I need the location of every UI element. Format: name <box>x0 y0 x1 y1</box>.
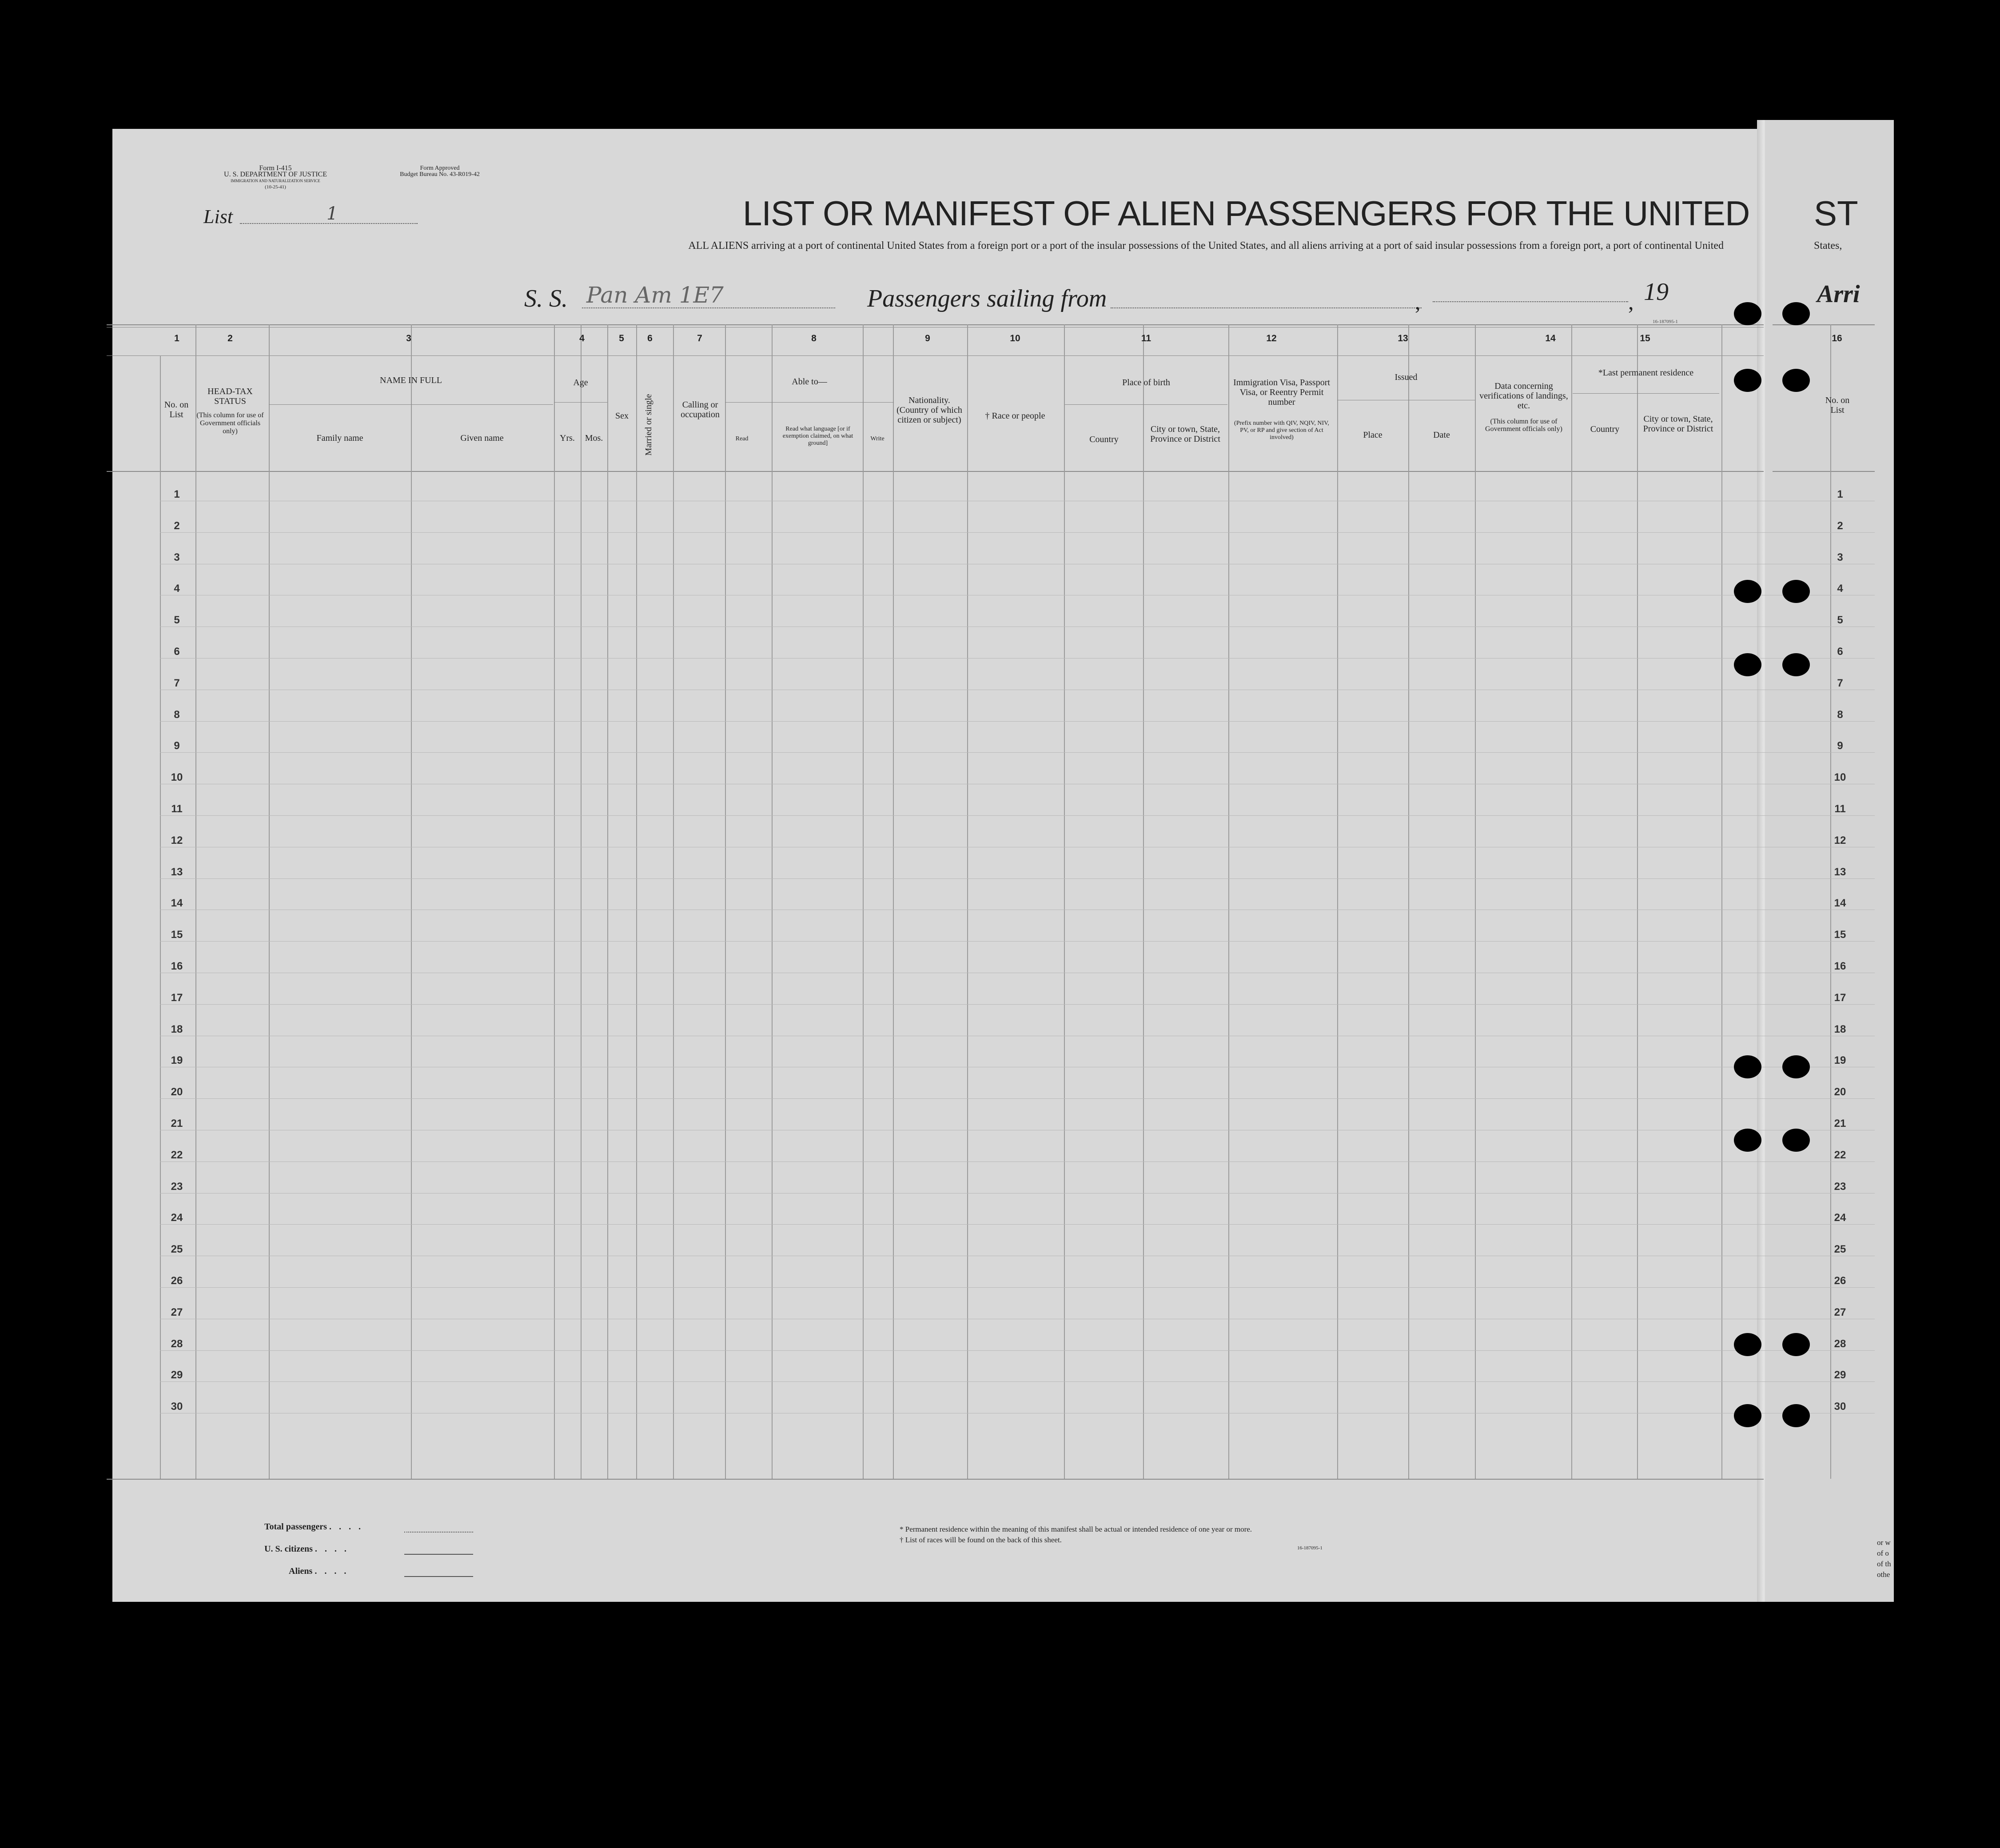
col3-given: Given name <box>460 433 504 443</box>
column-divider <box>967 324 968 1479</box>
row-number: 16 <box>171 960 183 972</box>
punch-hole <box>1734 1333 1761 1356</box>
colnum-15: 15 <box>1640 333 1650 343</box>
column-divider <box>863 324 864 1479</box>
col4-label: Age <box>573 378 588 387</box>
col15-city: City or town, State, Province or District <box>1643 414 1713 434</box>
footnote-races: † List of races will be found on the back of this sheet. <box>900 1536 1062 1544</box>
table-row <box>160 941 1875 942</box>
able-subline <box>725 402 894 403</box>
col13-place: Place <box>1363 430 1382 440</box>
col12-note: (Prefix number with QIV, NQIV, NIV, PV, or RP and give section of Act involved) <box>1234 420 1329 441</box>
table-row <box>160 1161 1875 1162</box>
punch-hole <box>1782 302 1810 325</box>
column-divider <box>893 324 894 1479</box>
col11-label: Place of birth <box>1122 378 1170 387</box>
ss-label: S. S. <box>524 285 568 312</box>
aliens-dots: . . . . <box>315 1566 349 1576</box>
punch-hole <box>1734 653 1761 676</box>
us-citizens-dots: . . . . <box>315 1544 349 1554</box>
colnum-14: 14 <box>1545 333 1556 343</box>
punch-hole <box>1782 580 1810 603</box>
row-number-right: 26 <box>1834 1275 1846 1287</box>
row-number-right: 24 <box>1834 1212 1846 1224</box>
column-divider <box>411 324 412 1479</box>
col8-language: Read what language [or if exemption claimed, on what ground] <box>782 426 853 447</box>
subtitle: ALL ALIENS arriving at a port of continental United States from a foreign port or a port of the insular possessions of the United States, and all aliens arriving at a port of said insular possessions from a foreign port, a port of continental United <box>688 240 1724 251</box>
col13-date: Date <box>1433 430 1450 440</box>
row-number-right: 11 <box>1834 803 1846 815</box>
list-value: 1 <box>327 204 338 224</box>
row-number: 17 <box>171 991 183 1004</box>
colnum-7: 7 <box>697 333 702 343</box>
row-number-right: 22 <box>1834 1149 1846 1161</box>
row-number-right: 16 <box>1834 960 1846 972</box>
punch-hole <box>1734 302 1761 325</box>
row-number: 28 <box>171 1337 183 1350</box>
col11-city: City or town, State, Province or District <box>1150 424 1220 444</box>
colnum-10: 10 <box>1010 333 1020 343</box>
column-divider <box>772 324 773 1479</box>
row-number: 12 <box>171 834 183 846</box>
us-citizens-label: U. S. citizens <box>264 1544 313 1554</box>
list-label: List <box>203 206 233 228</box>
col8-label: Able to— <box>792 377 827 387</box>
col14-label: Data concerning verifications of landings, etc. <box>1479 381 1568 411</box>
table-row <box>160 1004 1875 1005</box>
table-row <box>160 658 1875 659</box>
punch-hole <box>1782 1129 1810 1152</box>
colnum-6: 6 <box>647 333 653 343</box>
column-divider <box>269 324 270 1479</box>
table-bottom-line <box>107 1479 1764 1480</box>
sailing-label: Passengers sailing from <box>867 285 1107 312</box>
ss-field-line <box>582 307 835 308</box>
row-number: 24 <box>171 1212 183 1224</box>
table-top-line <box>107 324 1764 325</box>
col8-write: Write <box>870 435 884 442</box>
punch-hole <box>1782 1404 1810 1427</box>
aliens-label: Aliens <box>289 1566 313 1576</box>
row-number: 27 <box>171 1306 183 1318</box>
form-id-block <box>209 165 342 190</box>
column-divider <box>1337 324 1338 1479</box>
row-number: 8 <box>174 708 180 721</box>
column-divider <box>1064 324 1065 1479</box>
table-row <box>160 752 1875 753</box>
row-number-right: 1 <box>1837 488 1843 500</box>
subtitle-continued: States, <box>1814 240 1842 251</box>
col13-label: Issued <box>1394 372 1418 382</box>
row-number-right: 19 <box>1834 1054 1846 1067</box>
row-number-right: 6 <box>1837 646 1843 658</box>
col3-label: NAME IN FULL <box>380 375 442 385</box>
punch-hole <box>1782 1055 1810 1078</box>
row-number-right: 3 <box>1837 551 1843 563</box>
column-divider <box>195 324 196 1479</box>
col6-label: Married or single <box>644 394 653 456</box>
budget-block <box>364 165 515 178</box>
row-number-right: 30 <box>1834 1401 1846 1413</box>
form-date: (10-25-41) <box>265 184 286 190</box>
row-number: 21 <box>171 1118 183 1130</box>
punch-hole <box>1734 1404 1761 1427</box>
colnum-11: 11 <box>1141 333 1151 343</box>
year-prefix: 19 <box>1644 278 1669 306</box>
row-number: 1 <box>174 488 180 500</box>
residence-subline <box>1573 393 1719 394</box>
col16-label: No. on List <box>1825 395 1850 415</box>
row-number-right: 12 <box>1834 834 1846 846</box>
col4-yrs: Yrs. <box>560 433 575 443</box>
table-row <box>160 532 1875 533</box>
row-number-right: 7 <box>1837 677 1843 689</box>
row-number: 5 <box>174 614 180 627</box>
col12-label: Immigration Visa, Passport Visa, or Reentry Permit number <box>1233 378 1330 407</box>
punch-hole <box>1734 369 1761 392</box>
row-number: 23 <box>171 1180 183 1193</box>
service: IMMIGRATION AND NATURALIZATION SERVICE <box>231 179 320 183</box>
col5-label: Sex <box>615 411 629 421</box>
row-number: 2 <box>174 519 180 532</box>
header-bottom-line <box>107 471 1764 472</box>
row-number: 11 <box>171 803 183 815</box>
row-number: 9 <box>174 740 180 752</box>
aliens-line <box>404 1576 473 1577</box>
column-divider <box>636 324 637 1479</box>
col10-label: † Race or people <box>985 411 1045 421</box>
table-row <box>160 878 1875 879</box>
column-divider <box>673 324 674 1479</box>
row-number-right: 9 <box>1837 740 1843 752</box>
row-number: 22 <box>171 1149 183 1161</box>
table-top-line-right <box>1773 324 1875 325</box>
row-number-right: 8 <box>1837 708 1843 721</box>
punch-hole <box>1782 653 1810 676</box>
row-number: 14 <box>171 897 183 910</box>
row-number-right: 15 <box>1834 929 1846 941</box>
col2-label: HEAD-TAX STATUS <box>207 387 253 406</box>
row-number-right: 29 <box>1834 1369 1846 1381</box>
approval: Form Approved <box>420 165 460 172</box>
col7-label: Calling or occupation <box>681 400 720 419</box>
comma-1: , <box>1415 289 1421 314</box>
row-number: 25 <box>171 1243 183 1256</box>
row-number-right: 10 <box>1834 771 1846 784</box>
row-number: 15 <box>171 929 183 941</box>
colnum-2: 2 <box>227 333 233 343</box>
row-number: 20 <box>171 1086 183 1098</box>
table-row <box>160 1224 1875 1225</box>
col3-family: Family name <box>316 433 363 443</box>
row-number: 13 <box>171 866 183 878</box>
punch-hole <box>1734 580 1761 603</box>
form-number: Form I-415 <box>259 164 292 172</box>
row-number: 18 <box>171 1023 183 1035</box>
col4-mos: Mos. <box>585 433 603 443</box>
column-divider <box>554 324 555 1479</box>
colnum-3: 3 <box>406 333 411 343</box>
header-bottom-line-right <box>1773 471 1875 472</box>
row-number: 7 <box>174 677 180 689</box>
us-citizens-line <box>404 1554 473 1555</box>
row-number-right: 25 <box>1834 1243 1846 1256</box>
colnum-5: 5 <box>619 333 624 343</box>
page-title: LIST OR MANIFEST OF ALIEN PASSENGERS FOR THE UNITED <box>743 194 1750 233</box>
column-divider <box>1228 324 1229 1479</box>
total-passengers-dots: . . . . <box>329 1522 363 1532</box>
punch-hole <box>1782 1333 1810 1356</box>
colnum-8: 8 <box>811 333 817 343</box>
column-divider <box>581 324 582 1479</box>
colnum-9: 9 <box>925 333 930 343</box>
row-number: 4 <box>174 583 180 595</box>
col15-country: Country <box>1590 424 1620 434</box>
row-number-right: 21 <box>1834 1118 1846 1130</box>
colnum-1: 1 <box>174 333 179 343</box>
table-row <box>160 1098 1875 1099</box>
print-code-top: 16-187095-1 <box>1653 319 1678 324</box>
page-title-continued: ST <box>1814 194 1858 233</box>
row-number-right: 27 <box>1834 1306 1846 1318</box>
total-passengers-label: Total passengers <box>264 1522 327 1532</box>
column-divider <box>1637 324 1638 1479</box>
row-number-right: 2 <box>1837 519 1843 532</box>
column-divider <box>1571 324 1572 1479</box>
column-divider <box>725 324 726 1479</box>
table-row <box>160 1287 1875 1288</box>
right-page-fragment: or w of o of th othe <box>1877 1538 1891 1579</box>
print-code-bottom: 16-187095-1 <box>1297 1545 1323 1551</box>
row-number-right: 17 <box>1834 991 1846 1004</box>
sailing-port-line <box>1111 307 1422 308</box>
punch-hole <box>1734 1129 1761 1152</box>
col15-label: *Last permanent residence <box>1598 368 1694 378</box>
row-number: 19 <box>171 1054 183 1067</box>
table-row <box>160 815 1875 816</box>
row-number-right: 23 <box>1834 1180 1846 1193</box>
col9-label: Nationality. (Country of which citizen or subject) <box>896 395 962 425</box>
column-divider <box>1721 324 1722 1479</box>
colnum-4: 4 <box>579 333 585 343</box>
row-number: 10 <box>171 771 183 784</box>
col2-note: (This column for use of Government officials only) <box>196 411 264 435</box>
table-row <box>160 1350 1875 1351</box>
footer-total-passengers <box>264 1522 363 1532</box>
name-subline <box>269 404 553 405</box>
punch-hole <box>1782 369 1810 392</box>
col1-label: No. on List <box>164 400 189 419</box>
total-passengers-line <box>404 1532 473 1533</box>
footer-us-citizens <box>264 1544 349 1554</box>
row-number-right: 20 <box>1834 1086 1846 1098</box>
row-number-right: 5 <box>1837 614 1843 627</box>
col14-note: (This column for use of Government officials only) <box>1485 418 1562 433</box>
row-number-right: 18 <box>1834 1023 1846 1035</box>
table-row <box>160 721 1875 722</box>
birth-subline <box>1065 404 1227 405</box>
colnum-12: 12 <box>1266 333 1277 343</box>
colnum-16: 16 <box>1832 333 1842 343</box>
colnum-rule <box>107 355 1764 356</box>
row-number-right: 4 <box>1837 583 1843 595</box>
colnum-13: 13 <box>1398 333 1408 343</box>
comma-2: , <box>1628 289 1634 314</box>
row-number: 29 <box>171 1369 183 1381</box>
department: U. S. DEPARTMENT OF JUSTICE <box>224 171 327 178</box>
row-number-right: 13 <box>1834 866 1846 878</box>
column-divider <box>1143 324 1144 1479</box>
column-divider <box>1475 324 1476 1479</box>
footer-aliens <box>289 1566 349 1577</box>
table-row <box>160 1381 1875 1382</box>
ss-value: Pan Am 1E7 <box>586 282 724 308</box>
col8-read: Read <box>735 435 749 442</box>
punch-hole <box>1734 1055 1761 1078</box>
col11-country: Country <box>1089 435 1119 444</box>
budget-number: Budget Bureau No. 43-R019-42 <box>400 171 480 178</box>
row-number: 26 <box>171 1275 183 1287</box>
row-number-right: 14 <box>1834 897 1846 910</box>
column-divider <box>1408 324 1409 1479</box>
footnote-residence: * Permanent residence within the meaning of this manifest shall be actual or intended residence of one year or more. <box>900 1525 1252 1533</box>
row-number: 30 <box>171 1401 183 1413</box>
arriving-label: Arri <box>1817 280 1860 308</box>
row-number-right: 28 <box>1834 1337 1846 1350</box>
column-divider <box>607 324 608 1479</box>
row-number: 3 <box>174 551 180 563</box>
date-line <box>1433 301 1628 302</box>
manifest-sheet <box>112 129 1765 1602</box>
age-subline <box>554 402 607 403</box>
row-number: 6 <box>174 646 180 658</box>
